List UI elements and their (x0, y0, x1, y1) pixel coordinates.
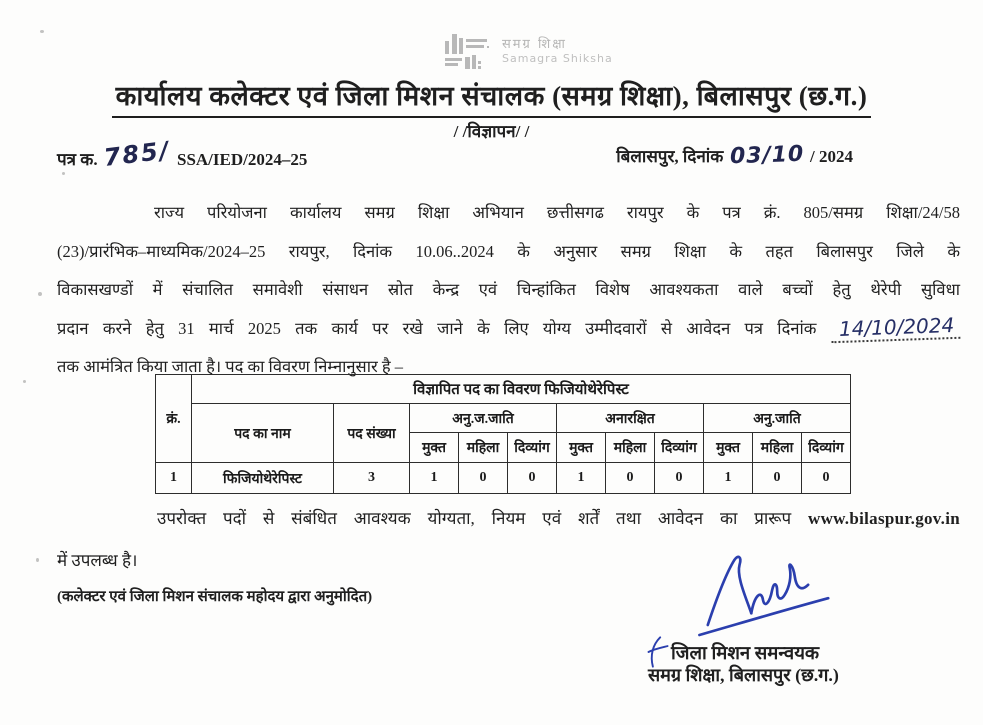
footer-line (57, 502, 960, 536)
cell-value: 0 (508, 463, 557, 494)
post-details-table (155, 374, 851, 494)
subheader-disabled: दिव्यांग (655, 433, 704, 463)
subheader-female: महिला (459, 433, 508, 463)
scan-speck (23, 380, 26, 383)
footer-line-text: उपरोक्त पदों से संबंधित आवश्यक योग्यता, नियम एवं शर्तें तथा आवेदन का प्रारूप (157, 509, 792, 528)
body-line: विकासखण्डों में संचालित समावेशी संसाधन स्रोत केन्द्र एवं चिन्हांकित विशेष आवश्यकता वाले बच्चों हेतु थेरेपी सुविधा (57, 280, 960, 299)
samagra-shiksha-logo (443, 31, 613, 73)
cell-value: 1 (704, 463, 753, 494)
signature-scribble (668, 548, 868, 640)
header-category-unreserved: अनारक्षित (557, 404, 704, 433)
body-line: तक आमंत्रित किया जाता है। पद का विवरण निम्नानुसार है – (57, 357, 403, 376)
scan-speck (40, 30, 44, 33)
logo-text-hindi: समग्र शिक्षा (502, 37, 567, 53)
body-line-text: प्रदान करने हेतु 31 मार्च 2025 तक कार्य पर रखे जाने के लिए योग्य उम्मीदवारों से आवेदन पत्र दिनांक (57, 318, 817, 338)
table-title: विज्ञापित पद का विवरण फिजियोथेरेपिस्ट (192, 375, 851, 404)
body-line: (23)/प्रारंभिक–माध्यमिक/2024–25 रायपुर, दिनांक 10.06..2024 के अनुसार समग्र शिक्षा के तहत बिलासपुर जिले के (57, 241, 960, 261)
cell-value: 0 (655, 463, 704, 494)
place-and-date (616, 143, 853, 171)
header-post-name: पद का नाम (192, 404, 334, 463)
header-category-sc: अनु.जाति (704, 404, 851, 433)
scan-speck (62, 172, 65, 175)
date-year-printed: / 2024 (810, 147, 853, 166)
cell-value: 1 (557, 463, 606, 494)
subheader-disabled: दिव्यांग (802, 433, 851, 463)
place-date-label: बिलासपुर, दिनांक (616, 147, 724, 166)
cell-value: 0 (802, 463, 851, 494)
subheader-open: मुक्त (410, 433, 459, 463)
header-category-st: अनु.ज.जाति (410, 404, 557, 433)
notification-body (57, 194, 960, 387)
letter-number-handwritten: 785/ (102, 136, 172, 172)
application-deadline-handwritten: 14/10/2024 (830, 312, 960, 342)
signatory-organization: समग्र शिक्षा, बिलासपुर (छ.ग.) (648, 665, 839, 685)
date-handwritten: 03/10 (729, 141, 805, 170)
subheader-female: महिला (606, 433, 655, 463)
header-post-count: पद संख्या (334, 404, 410, 463)
subheader-open: मुक्त (704, 433, 753, 463)
footer-line: में उपलब्ध है। (57, 551, 138, 570)
website-url: www.bilaspur.gov.in (808, 509, 960, 528)
body-line: राज्य परियोजना कार्यालय समग्र शिक्षा अभियान छत्तीसगढ रायपुर के पत्र क्रं. 805/समग्र शिक्षा/24/58 (154, 203, 960, 222)
table-row (156, 463, 851, 494)
logo-text-english: Samagra Shiksha (502, 52, 613, 66)
letter-meta-row (57, 136, 853, 172)
subheader-open: मुक्त (557, 433, 606, 463)
cell-value: 1 (410, 463, 459, 494)
samagra-shiksha-logo-icon (443, 31, 491, 73)
letter-number-suffix: SSA/IED/2024–25 (176, 150, 308, 169)
scan-speck (38, 292, 42, 296)
signatory-designation: जिला मिशन समन्वयक (671, 643, 820, 664)
subheader-female: महिला (753, 433, 802, 463)
cell-post-name: फिजियोथेरेपिस्ट (192, 463, 334, 494)
letter-number (57, 136, 308, 172)
advertisement-heading: / /विज्ञापन/ / (453, 122, 530, 141)
cell-serial: 1 (156, 463, 192, 494)
subheader-disabled: दिव्यांग (508, 433, 557, 463)
body-line (57, 310, 960, 349)
cell-value: 0 (606, 463, 655, 494)
approval-note: (कलेक्टर एवं जिला मिशन संचालक महोदय द्वारा अनुमोदित) (57, 589, 373, 605)
cell-value: 0 (753, 463, 802, 494)
header-serial-no: क्रं. (156, 375, 192, 463)
letter-number-label: पत्र क. (57, 150, 98, 169)
cell-post-count: 3 (334, 463, 410, 494)
office-title: कार्यालय कलेक्टर एवं जिला मिशन संचालक (समग्र शिक्षा), बिलासपुर (छ.ग.) (112, 76, 872, 118)
cell-value: 0 (459, 463, 508, 494)
scan-speck (36, 558, 39, 562)
